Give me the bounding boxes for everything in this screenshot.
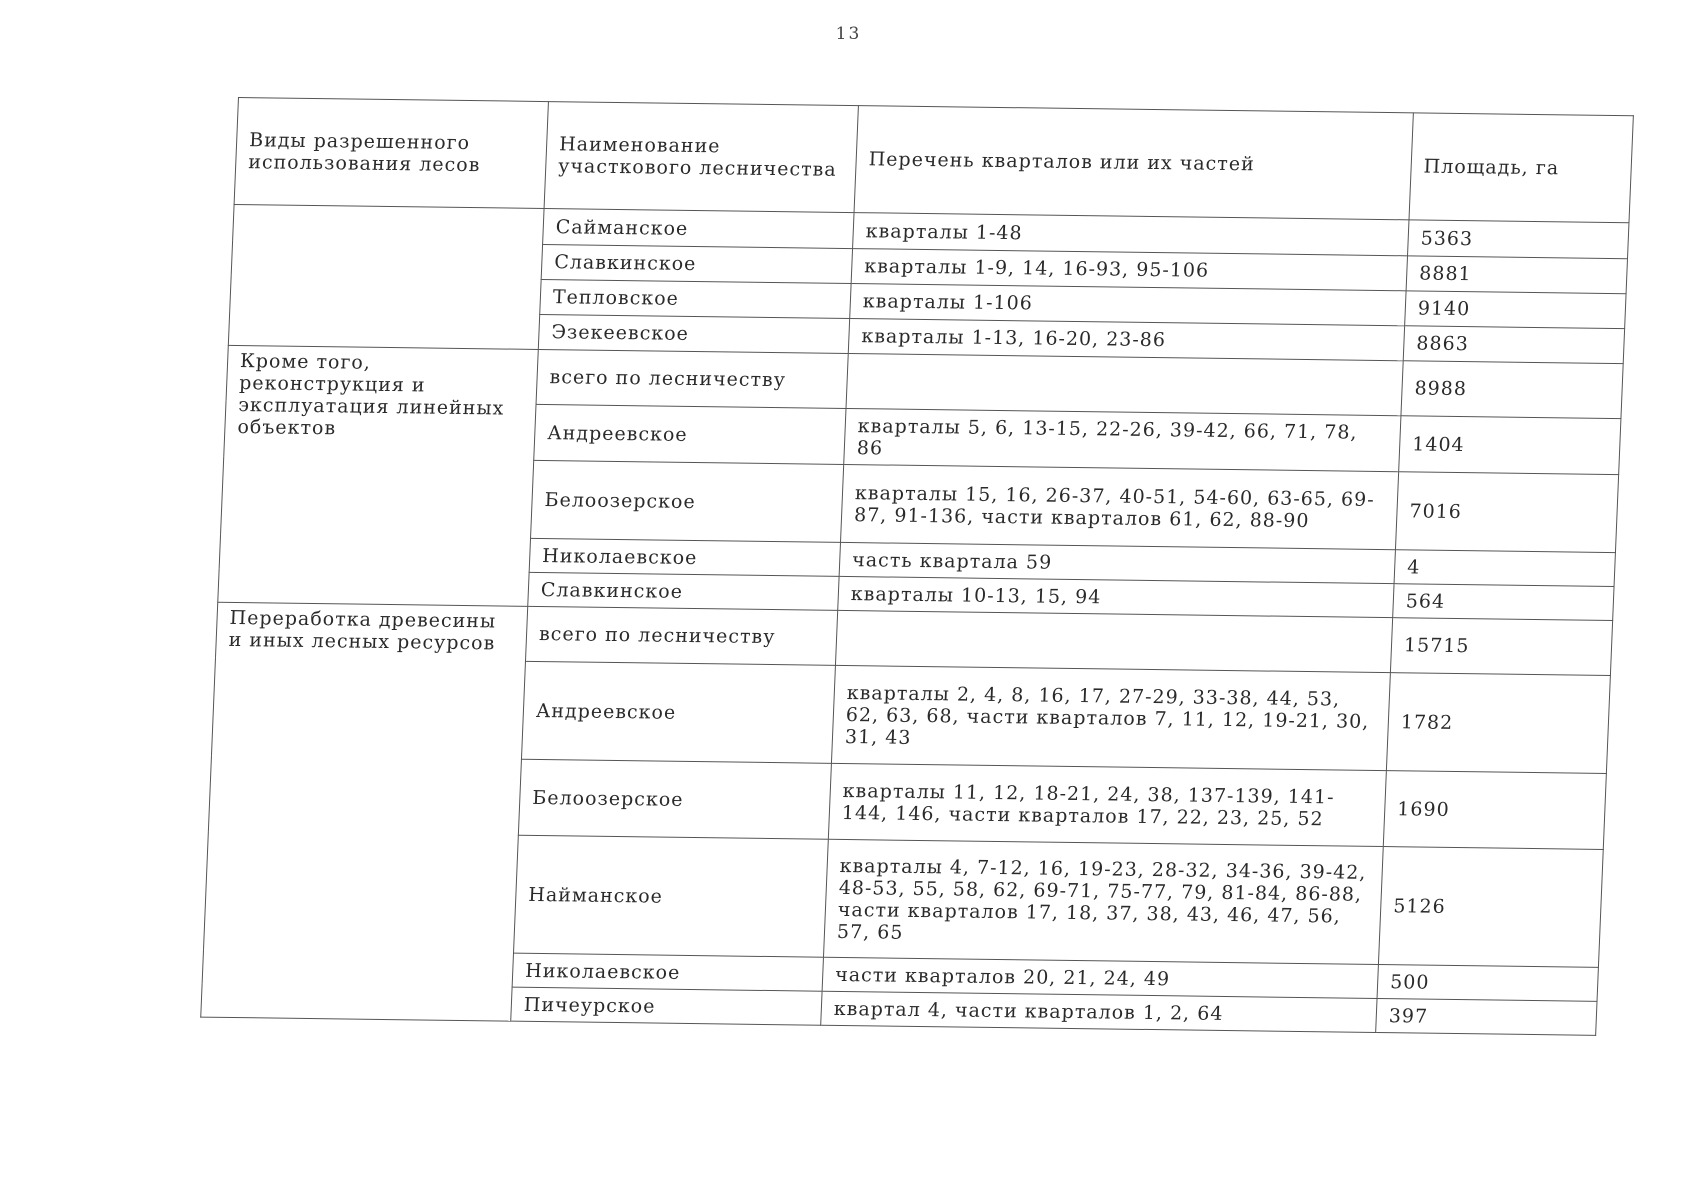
document-table-wrapper [200,97,1634,1036]
quarters-cell: кварталы 1-48 [853,213,1409,256]
district-cell: Эзекеевское [538,314,849,353]
quarters-cell: части кварталов 20, 21, 24, 49 [822,957,1378,998]
quarters-cell: квартал 4, части кварталов 1, 2, 64 [821,991,1377,1032]
area-cell: 7016 [1395,472,1618,553]
quarters-cell: кварталы 4, 7-12, 16, 19-23, 28-32, 34-36, 39-42, 48-53, 55, 58, 62, 69-71, 75-77, 79, 81-84, 86-88, части кварталов 17, 18, 37, 38, 43, 46, 47, 56, 57, 65 [823,839,1383,964]
table-header-row [234,98,1633,223]
district-cell: Андреевское [521,661,835,763]
district-cell: Белоозерское [531,460,844,542]
area-cell: 5363 [1408,220,1629,259]
area-cell: 15715 [1390,618,1612,676]
quarters-cell: кварталы 1-13, 16-20, 23-86 [848,319,1404,361]
quarters-cell: кварталы 1-106 [850,284,1406,326]
district-cell: Наймaнское [514,835,829,957]
area-cell: 564 [1393,584,1614,621]
forest-use-table [200,97,1634,1036]
header-quarters: Перечень кварталов или их частей [854,106,1413,220]
area-cell: 1782 [1386,673,1610,774]
header-district: Наименование участкового лесничества [544,102,858,213]
quarters-cell [846,354,1403,416]
quarters-cell: кварталы 5, 6, 13-15, 22-26, 39-42, 66, 71, 78, 86 [844,408,1401,471]
district-cell: всего по лесничеству [536,349,848,408]
area-cell: 9140 [1405,291,1626,329]
area-cell: 8863 [1403,326,1624,364]
area-cell: 4 [1394,550,1615,587]
district-cell: Славкинское [528,572,839,610]
quarters-cell: кварталы 15, 16, 26-37, 40-51, 54-60, 63-65, 69-87, 91-136, части кварталов 61, 62, 88-90 [841,464,1399,549]
quarters-cell [835,610,1392,672]
quarters-cell: часть квартала 59 [839,542,1395,583]
area-cell: 500 [1377,965,1598,1002]
use-type-cell: Кроме того, реконструкция и эксплуатация линейных объектов [218,345,539,606]
header-area: Площадь, га [1409,113,1633,223]
use-type-cell: Переработка древесины и иных лесных ресурсов [201,602,528,1021]
district-cell: Николаевское [529,538,840,576]
area-cell: 1404 [1399,416,1621,475]
quarters-cell: кварталы 10-13, 15, 94 [838,576,1394,617]
quarters-cell: кварталы 1-9, 14, 16-93, 95-106 [851,249,1407,291]
page-number: 13 [835,24,862,44]
header-use-type: Виды разрешенного использования лесов [234,98,548,209]
district-cell: всего по лесничеству [525,606,837,665]
district-cell: Белоозерское [518,759,831,839]
district-cell: Сайманское [543,209,854,249]
use-type-cell [228,204,544,349]
district-cell: Николаевское [512,953,823,991]
area-cell: 8881 [1406,256,1627,294]
area-cell: 1690 [1383,771,1606,850]
district-cell: Андреевское [534,404,846,464]
district-cell: Пичеурское [511,987,822,1025]
area-cell: 5126 [1378,847,1603,968]
quarters-cell: кварталы 2, 4, 8, 16, 17, 27-29, 33-38, 44, 53, 62, 63, 68, части кварталов 7, 11, 12, 19-21, 30, 31, 43 [831,665,1390,770]
area-cell: 8988 [1401,361,1623,419]
area-cell: 397 [1376,998,1597,1035]
quarters-cell: кварталы 11, 12, 18-21, 24, 38, 137-139, 141-144, 146, части кварталов 17, 22, 23, 25, 52 [828,763,1386,846]
district-cell: Тепловское [540,279,851,318]
district-cell: Славкинское [541,244,852,283]
